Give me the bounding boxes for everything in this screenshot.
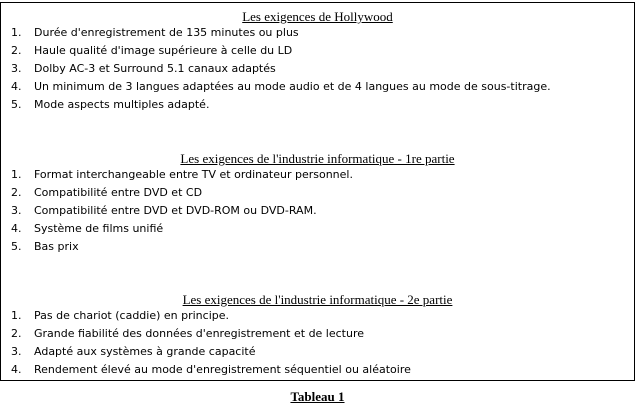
list-item-number: 2. <box>11 44 22 57</box>
list-item-number: 4. <box>11 363 22 376</box>
section-title-computing-part-1: Les exigences de l'industrie informatique - 1re partie <box>180 151 455 166</box>
list-item-number: 5. <box>11 240 22 253</box>
list-item-number: 3. <box>11 345 22 358</box>
list-item <box>1 60 634 78</box>
list-item-text: Bas prix <box>34 240 79 253</box>
section-title-hollywood: Les exigences de Hollywood <box>242 9 393 24</box>
list-item-text: Un minimum de 3 langues adaptées au mode audio et de 4 langues au mode de sous-titrage. <box>34 80 551 93</box>
list-item-text: Adapté aux systèmes à grande capacité <box>34 345 256 358</box>
list-item <box>1 184 634 202</box>
list-item-number: 5. <box>11 98 22 111</box>
list-item <box>1 307 634 325</box>
list-item-number: 2. <box>11 186 22 199</box>
list-item-text: Haule qualité d'image supérieure à celle du LD <box>34 44 293 57</box>
list-item-text: Mode aspects multiples adapté. <box>34 98 210 111</box>
list-item-text: Grande fiabilité des données d'enregistrement et de lecture <box>34 327 365 340</box>
list-item-text: Système de films unifié <box>34 222 164 235</box>
table-caption: Tableau 1 <box>290 389 345 404</box>
list-item-text: Dolby AC-3 et Surround 5.1 canaux adaptés <box>34 62 276 75</box>
requirements-table-frame <box>0 2 635 381</box>
section-title-computing-part-2: Les exigences de l'industrie informatique - 2e partie <box>182 292 453 307</box>
list-item <box>1 325 634 343</box>
list-item <box>1 343 634 361</box>
list-item-text: Durée d'enregistrement de 135 minutes ou plus <box>34 26 299 39</box>
list-item <box>1 202 634 220</box>
list-item-text: Pas de chariot (caddie) en principe. <box>34 309 230 322</box>
list-item <box>1 96 634 114</box>
list-item <box>1 78 634 96</box>
list-item-number: 4. <box>11 222 22 235</box>
list-item <box>1 42 634 60</box>
list-item-text: Compatibilité entre DVD et CD <box>34 186 203 199</box>
list-item-number: 1. <box>11 309 22 322</box>
list-item-number: 1. <box>11 26 22 39</box>
list-item-number: 1. <box>11 168 22 181</box>
list-item <box>1 361 634 379</box>
list-item-number: 2. <box>11 327 22 340</box>
list-item-text: Rendement élevé au mode d'enregistrement séquentiel ou aléatoire <box>34 363 411 376</box>
list-item-number: 3. <box>11 204 22 217</box>
list-item-number: 4. <box>11 80 22 93</box>
list-item <box>1 24 634 42</box>
list-item <box>1 166 634 184</box>
list-item-text: Format interchangeable entre TV et ordinateur personnel. <box>34 168 353 181</box>
list-item-number: 3. <box>11 62 22 75</box>
list-item <box>1 238 634 256</box>
list-item-text: Compatibilité entre DVD et DVD-ROM ou DVD-RAM. <box>34 204 317 217</box>
list-item <box>1 220 634 238</box>
